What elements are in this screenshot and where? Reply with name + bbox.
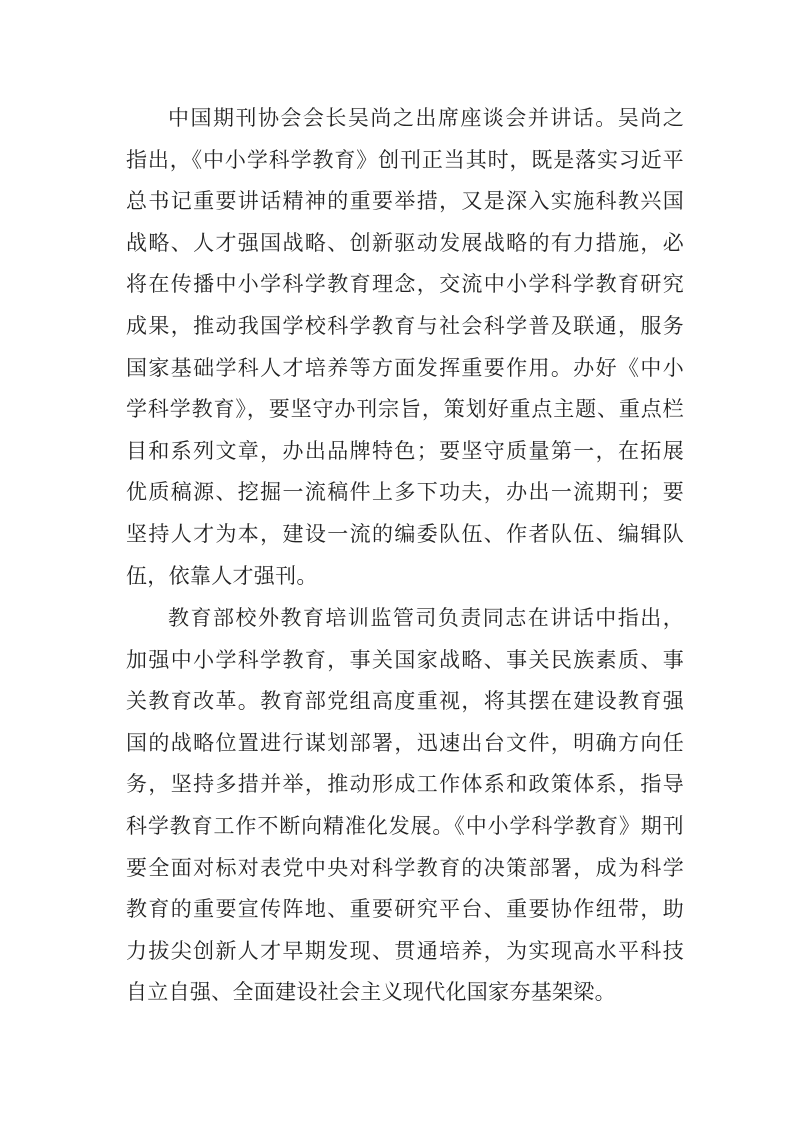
paragraph-line: 教育的重要宣传阵地、重要研究平台、重要协作纽带，助 xyxy=(126,897,684,922)
paragraph-line: 伍，依靠人才强刊。 xyxy=(126,563,318,588)
paragraph-line: 将在传播中小学科学教育理念，交流中小学科学教育研究 xyxy=(126,272,684,297)
paragraph-line: 学科学教育》，要坚守办刊宗旨，策划好重点主题、重点栏 xyxy=(126,397,684,422)
paragraph-line: 关教育改革。教育部党组高度重视，将其摆在建设教育强 xyxy=(126,689,684,714)
paragraph-1 xyxy=(126,98,684,597)
paragraph-line: 成果，推动我国学校科学教育与社会科学普及联通，服务 xyxy=(126,313,684,338)
paragraph-2 xyxy=(126,598,684,1014)
paragraph-line: 目和系列文章，办出品牌特色；要坚守质量第一，在拓展 xyxy=(126,438,684,463)
paragraph-line: 自立自强、全面建设社会主义现代化国家夯基架梁。 xyxy=(126,980,616,1005)
paragraph-line: 力拔尖创新人才早期发现、贯通培养，为实现高水平科技 xyxy=(126,938,684,963)
paragraph-line: 务，坚持多措并举，推动形成工作体系和政策体系，指导 xyxy=(126,772,684,797)
paragraph-line: 国家基础学科人才培养等方面发挥重要作用。办好《中小 xyxy=(126,355,684,380)
paragraph-line: 中国期刊协会会长吴尚之出席座谈会并讲话。吴尚之 xyxy=(168,106,684,130)
paragraph-line: 总书记重要讲话精神的重要举措，又是深入实施科教兴国 xyxy=(126,189,684,214)
paragraph-line: 教育部校外教育培训监管司负责同志在讲话中指出， xyxy=(168,606,684,630)
paragraph-line: 加强中小学科学教育，事关国家战略、事关民族素质、事 xyxy=(126,647,684,672)
paragraph-line: 国的战略位置进行谋划部署，迅速出台文件，明确方向任 xyxy=(126,730,684,755)
paragraph-line: 科学教育工作不断向精准化发展。《中小学科学教育》期刊 xyxy=(126,813,684,838)
paragraph-line: 要全面对标对表党中央对科学教育的决策部署，成为科学 xyxy=(126,855,684,880)
paragraph-line: 战略、人才强国战略、创新驱动发展战略的有力措施，必 xyxy=(126,230,684,255)
paragraph-line: 优质稿源、挖掘一流稿件上多下功夫，办出一流期刊；要 xyxy=(126,480,684,505)
paragraph-line: 坚持人才为本，建设一流的编委队伍、作者队伍、编辑队 xyxy=(126,521,684,546)
paragraph-line: 指出，《中小学科学教育》创刊正当其时，既是落实习近平 xyxy=(126,147,684,172)
